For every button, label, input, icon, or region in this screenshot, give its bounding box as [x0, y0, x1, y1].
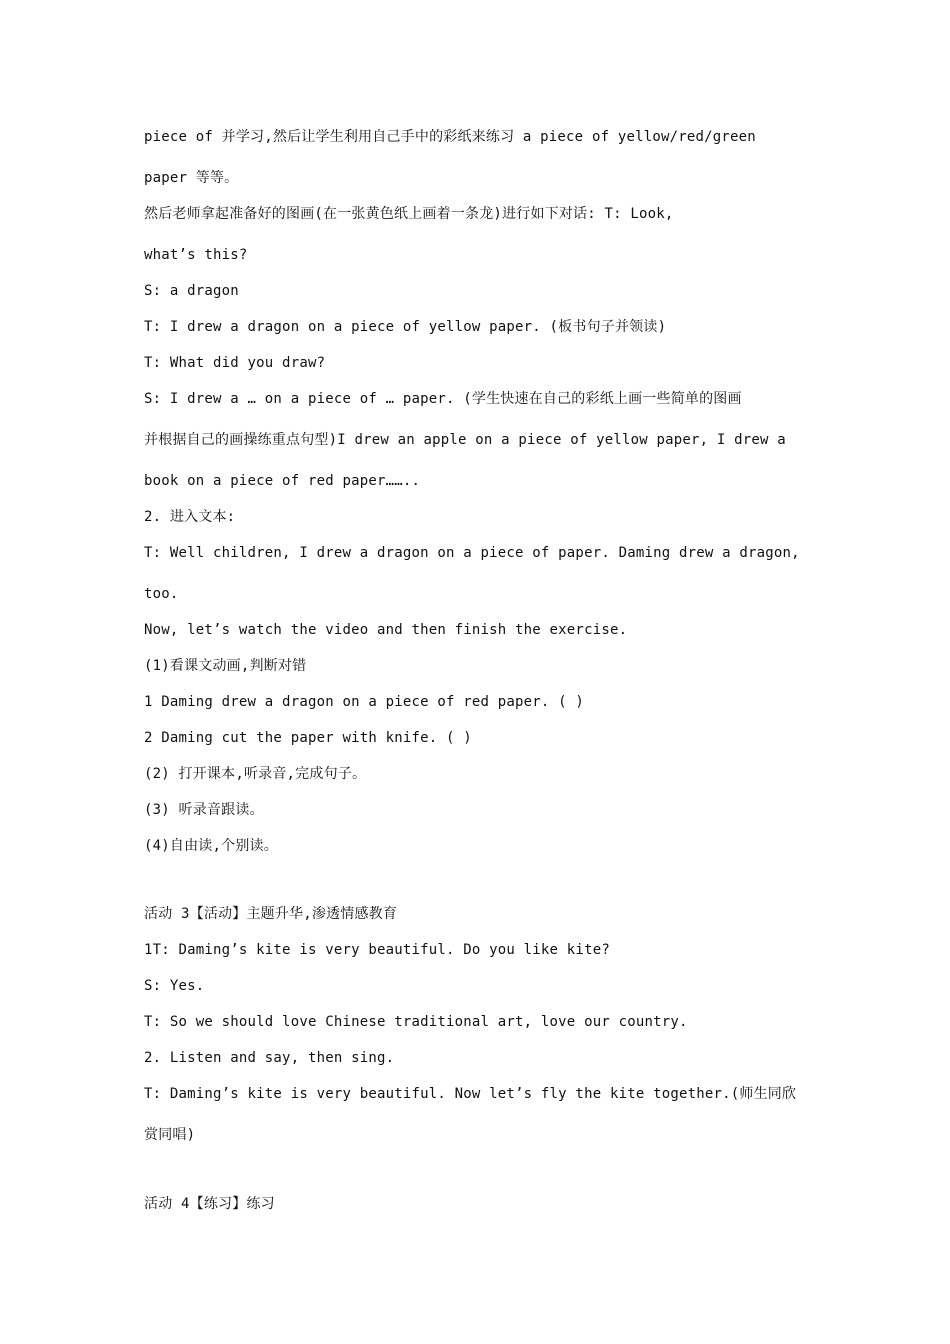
text-line: (3) 听录音跟读。: [144, 802, 264, 818]
text-line: 并根据自己的画操练重点句型)I drew an apple on a piece of yellow paper, I drew a: [144, 432, 786, 448]
text-line: 2. Listen and say, then sing.: [144, 1050, 395, 1066]
text-line: book on a piece of red paper……..: [144, 473, 421, 489]
text-line: T: I drew a dragon on a piece of yellow paper. (板书句子并领读): [144, 319, 667, 335]
text-line: T: So we should love Chinese traditional art, love our country.: [144, 1014, 688, 1030]
text-line: (4)自由读,个别读。: [144, 838, 278, 854]
text-line: S: Yes.: [144, 978, 205, 994]
text-line: T: Daming’s kite is very beautiful. Now let’s fly the kite together.(师生同欣: [144, 1086, 797, 1102]
text-line: S: I drew a … on a piece of … paper. (学生快速在自己的彩纸上画一些简单的图画: [144, 391, 742, 407]
text-line: T: What did you draw?: [144, 355, 326, 371]
text-line: piece of 并学习,然后让学生利用自己手中的彩纸来练习 a piece of yellow/red/green: [144, 129, 756, 145]
text-line: 赏同唱): [144, 1127, 196, 1143]
text-line: (2) 打开课本,听录音,完成句子。: [144, 766, 367, 782]
text-line: too.: [144, 586, 179, 602]
exercise-item: 2 Daming cut the paper with knife. ( ): [144, 730, 472, 746]
activity-heading: 活动 3【活动】主题升华,渗透情感教育: [144, 906, 398, 922]
text-line: T: Well children, I drew a dragon on a piece of paper. Daming drew a dragon,: [144, 545, 800, 561]
text-line: what’s this?: [144, 247, 248, 263]
section-heading: 2. 进入文本:: [144, 509, 236, 525]
exercise-item: 1 Daming drew a dragon on a piece of red paper. ( ): [144, 694, 585, 710]
text-line: paper 等等。: [144, 170, 239, 186]
text-line: 1T: Daming’s kite is very beautiful. Do you like kite?: [144, 942, 610, 958]
text-line: 然后老师拿起准备好的图画(在一张黄色纸上画着一条龙)进行如下对话: T: Look,: [144, 206, 674, 222]
text-line: (1)看课文动画,判断对错: [144, 658, 307, 674]
text-line: S: a dragon: [144, 283, 239, 299]
activity-heading: 活动 4【练习】练习: [144, 1196, 275, 1212]
text-line: Now, let’s watch the video and then finish the exercise.: [144, 622, 628, 638]
